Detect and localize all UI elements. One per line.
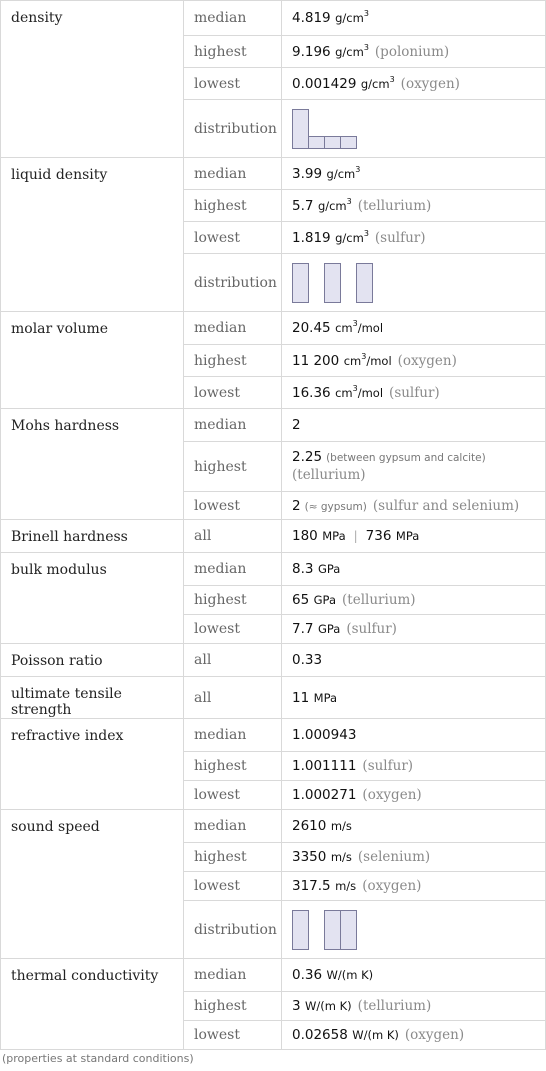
uts-value: 11 MPa xyxy=(282,677,546,719)
property-poisson-ratio: Poisson ratio xyxy=(1,644,184,677)
density-median-label: median xyxy=(184,1,282,36)
density-highest-value: 9.196 $g/cm^3$ (polonium) xyxy=(282,36,546,68)
footnote: (properties at standard conditions) xyxy=(2,1052,194,1065)
histogram-bar xyxy=(292,910,309,950)
thermal-median-value: 0.36 W/(m K) xyxy=(282,959,546,992)
thermal-median-label: median xyxy=(184,959,282,992)
density-histogram xyxy=(292,109,362,149)
property-bulk-modulus: bulk modulus xyxy=(1,553,184,644)
bulk-highest-value: 65 GPa (tellurium) xyxy=(282,586,546,615)
brinell-values: 180 MPa | 736 MPa xyxy=(282,520,546,553)
property-thermal-conductivity: thermal conductivity xyxy=(1,959,184,1050)
mohs-highest-value: 2.25 (between gypsum and calcite) (tellurium) xyxy=(282,442,546,492)
histogram-bar xyxy=(340,910,357,950)
sound-distribution-label: distribution xyxy=(184,901,282,959)
sound-lowest-value: 317.5 m/s (oxygen) xyxy=(282,872,546,901)
histogram-bar xyxy=(292,109,309,149)
bulk-highest-label: highest xyxy=(184,586,282,615)
histogram-bar xyxy=(324,910,341,950)
mohs-highest-label: highest xyxy=(184,442,282,492)
bulk-lowest-value: 7.7 GPa (sulfur) xyxy=(282,615,546,644)
molar-volume-median-value: 20.45 $cm^3$/mol xyxy=(282,312,546,345)
refractive-median-value: 1.000943 xyxy=(282,719,546,752)
bulk-median-value: 8.3 GPa xyxy=(282,553,546,586)
liquid-density-highest-label: highest xyxy=(184,190,282,222)
histogram-bar xyxy=(308,136,325,149)
histogram-bar xyxy=(292,263,309,303)
liquid-density-median-value: 3.99 $g/cm^3$ xyxy=(282,158,546,190)
density-distribution-label: distribution xyxy=(184,100,282,158)
thermal-lowest-value: 0.02658 W/(m K) (oxygen) xyxy=(282,1021,546,1050)
molar-volume-lowest-label: lowest xyxy=(184,377,282,409)
mohs-lowest-label: lowest xyxy=(184,492,282,520)
liquid-density-histogram xyxy=(292,263,362,303)
liquid-density-median-label: median xyxy=(184,158,282,190)
sound-median-label: median xyxy=(184,810,282,843)
poisson-value: 0.33 xyxy=(282,644,546,677)
liquid-density-lowest-label: lowest xyxy=(184,222,282,254)
uts-all-label: all xyxy=(184,677,282,719)
sound-histogram xyxy=(292,910,362,950)
bulk-lowest-label: lowest xyxy=(184,615,282,644)
histogram-bar xyxy=(324,263,341,303)
sound-lowest-label: lowest xyxy=(184,872,282,901)
property-liquid-density: liquid density xyxy=(1,158,184,312)
refractive-highest-label: highest xyxy=(184,752,282,781)
density-highest-label: highest xyxy=(184,36,282,68)
bulk-median-label: median xyxy=(184,553,282,586)
density-distribution xyxy=(282,100,546,158)
property-molar-volume: molar volume xyxy=(1,312,184,409)
histogram-bar xyxy=(356,263,373,303)
refractive-lowest-label: lowest xyxy=(184,781,282,810)
refractive-median-label: median xyxy=(184,719,282,752)
liquid-density-distribution-label: distribution xyxy=(184,254,282,312)
histogram-bar xyxy=(324,136,341,149)
sound-highest-value: 3350 m/s (selenium) xyxy=(282,843,546,872)
molar-volume-highest-value: 11 200 $cm^3$/mol (oxygen) xyxy=(282,345,546,377)
sound-highest-label: highest xyxy=(184,843,282,872)
brinell-all-label: all xyxy=(184,520,282,553)
property-brinell-hardness: Brinell hardness xyxy=(1,520,184,553)
density-median-value: 4.819 $g/cm^3$ xyxy=(282,1,546,36)
mohs-median-value: 2 xyxy=(282,409,546,442)
liquid-density-highest-value: 5.7 $g/cm^3$ (tellurium) xyxy=(282,190,546,222)
molar-volume-median-label: median xyxy=(184,312,282,345)
histogram-bar xyxy=(340,136,357,149)
density-lowest-value: 0.001429 $g/cm^3$ (oxygen) xyxy=(282,68,546,100)
sound-median-value: 2610 m/s xyxy=(282,810,546,843)
property-refractive-index: refractive index xyxy=(1,719,184,810)
thermal-highest-value: 3 W/(m K) (tellurium) xyxy=(282,992,546,1021)
sound-distribution xyxy=(282,901,546,959)
thermal-highest-label: highest xyxy=(184,992,282,1021)
property-mohs-hardness: Mohs hardness xyxy=(1,409,184,520)
molar-volume-lowest-value: 16.36 $cm^3$/mol (sulfur) xyxy=(282,377,546,409)
property-density: density xyxy=(1,1,184,158)
density-lowest-label: lowest xyxy=(184,68,282,100)
poisson-all-label: all xyxy=(184,644,282,677)
refractive-lowest-value: 1.000271 (oxygen) xyxy=(282,781,546,810)
mohs-median-label: median xyxy=(184,409,282,442)
thermal-lowest-label: lowest xyxy=(184,1021,282,1050)
refractive-highest-value: 1.001111 (sulfur) xyxy=(282,752,546,781)
liquid-density-lowest-value: 1.819 $g/cm^3$ (sulfur) xyxy=(282,222,546,254)
property-sound-speed: sound speed xyxy=(1,810,184,959)
mohs-lowest-value: 2 (≈ gypsum) (sulfur and selenium) xyxy=(282,492,546,520)
property-ultimate-tensile-strength: ultimate tensile strength xyxy=(1,677,184,719)
molar-volume-highest-label: highest xyxy=(184,345,282,377)
liquid-density-distribution xyxy=(282,254,546,312)
